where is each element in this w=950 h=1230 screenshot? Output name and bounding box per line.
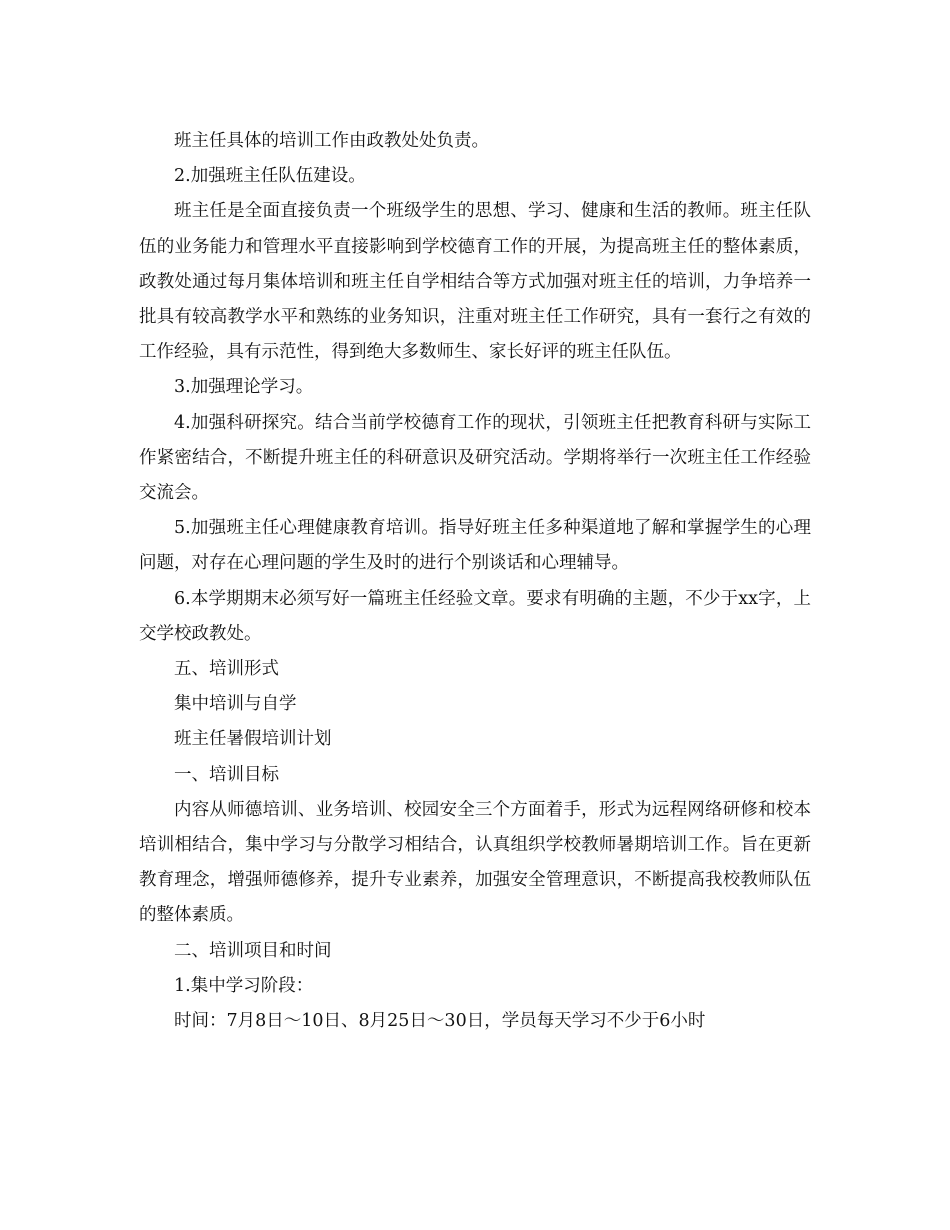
section-heading: 五、培训形式 [174,659,279,680]
paragraph: 时间：7月8日～10日、8月25日～30日，学员每天学习不少于6小时 [174,1011,706,1032]
paragraph: 3.加强理论学习。 [174,377,314,398]
section-heading: 一、培训目标 [174,764,279,785]
paragraph: 1.集中学习阶段： [174,975,314,996]
paragraph: 2.加强班主任队伍建设。 [174,166,366,187]
paragraph: 4.加强科研探究。结合当前学校德育工作的现状，引领班主任把教育科研与实际工作紧密结合，不断提升班主任的科研意识及研究活动。学期将举行一次班主任工作经验交流会。 [139,412,811,504]
paragraph: 班主任具体的培训工作由政教处处负责。 [174,131,489,151]
paragraph: 5.加强班主任心理健康教育培训。指导好班主任多种渠道地了解和掌握学生的心理问题，对存在心理问题的学生及时的进行个别谈话和心理辅导。 [139,518,811,574]
section-heading: 二、培训项目和时间 [174,940,332,961]
paragraph: 集中培训与自学 [174,694,297,715]
paragraph: 内容从师德培训、业务培训、校园安全三个方面着手，形式为远程网络研修和校本培训相结合，集中学习与分散学习相结合，认真组织学校教师暑期培训工作。旨在更新教育理念，增强师德修养，提升专业素养，加强安全管理意识，不断提高我校教师队伍的整体素质。 [139,799,811,926]
section-heading: 班主任暑假培训计划 [174,729,332,750]
paragraph: 6.本学期期末必须写好一篇班主任经验文章。要求有明确的主题，不少于xx字，上交学校政教处。 [139,588,811,644]
paragraph: 班主任是全面直接负责一个班级学生的思想、学习、健康和生活的教师。班主任队伍的业务能力和管理水平直接影响到学校德育工作的开展，为提高班主任的整体素质，政教处通过每月集体培训和班主任自学相结合等方式加强对班主任的培训，力争培养一批具有较高教学水平和熟练的业务知识，注重对班主任工作研究，具有一套行之有效的工作经验，具有示范性，得到绝大多数师生、家长好评的班主任队伍。 [139,201,811,363]
document-body [139,124,811,1039]
